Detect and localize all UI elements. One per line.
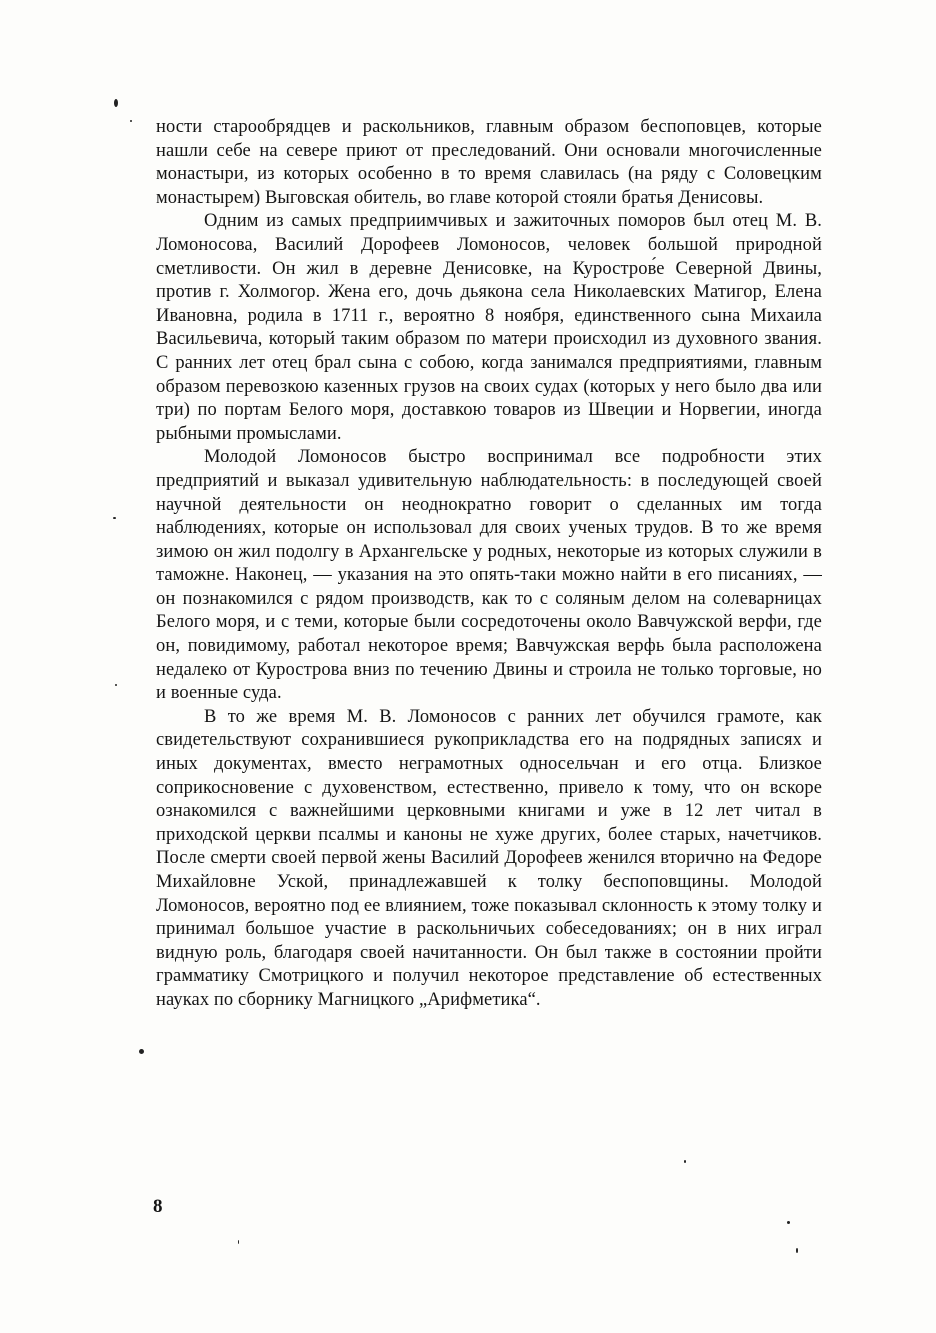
scan-speck (796, 1248, 798, 1253)
paragraph-2: Одним из самых предприимчивых и зажиточных поморов был отец М. В. Ломоносова, Василий Дорофеев Ломоносов, человек большой природной сметливости. Он жил в деревне Денисовке, на Куростров́е Северной Двины, против г. Холмогор. Жена его, дочь дьякона села Николаевских Матигор, Елена Ивановна, родила в 1711 г., вероятно 8 ноября, единственного сына Михаила Васильевича, который таким образом по матери происходил из духовного звания. С ранних лет отец брал сына с собою, когда занимался предприятиями, главным образом перевозкою казенных грузов на своих судах (которых у него было два или три) по портам Белого моря, доставкою товаров из Швеции и Норвегии, иногда рыбными промыслами. (156, 211, 822, 444)
paragraph-3: Молодой Ломоносов быстро воспринимал все подробности этих предприятий и выказал удивительную наблюдательность: в последующей своей научной деятельности он неоднократно говорит о сделанных им тогда наблюдениях, которые он использовал для своих ученых трудов. В то же время зимою он жил подолгу в Архангельске у родных, некоторые из которых служили в таможне. Наконец, — указания на это опять-таки можно найти в его писаниях, — он познакомился с рядом производств, как то с соляным делом на солеварницах Белого моря, и с теми, которые были сосредоточены около Вавчужской верфи, где он, повидимому, работал некоторое время; Вавчужская верфь была расположена недалеко от Курострова вниз по течению Двины и строила не только торговые, но и военные суда. (156, 447, 822, 704)
scan-speck (114, 99, 118, 107)
scan-speck (130, 120, 132, 122)
paragraph-1: ности старообрядцев и раскольников, главным образом беспоповцев, которые нашли себе на севере приют от преследований. Они основали многочисленные монастыри, из которых особенно в то время славилась (на ряду с Соловецким монастырем) Выговская обитель, во главе которой стояли братья Денисовы. (156, 117, 822, 208)
paragraph-4: В то же время М. В. Ломоносов с ранних лет обучился грамоте, как свидетельствуют сохранившиеся рукоприкладства его на подрядных записях и иных документах, вместо неграмотных односельчан и его отца. Близкое соприкосновение с духовенством, естественно, привело к тому, что он вскоре ознакомился с важнейшими церковными книгами и уже в 12 лет читал в приходской церкви псалмы и каноны не хуже других, более старых, начетчиков. После смерти своей первой жены Василий Дорофеев женился вторично на Федоре Михайловне Уской, принадлежавшей к толку беспоповщины. Молодой Ломоносов, вероятно под ее влиянием, тоже показывал склонность к этому толку и принимал большое участие в раскольничьих собеседованиях; он в них играл видную роль, благодаря своей начитанности. Он был также в состоянии пройти грамматику Смотрицкого и получил некоторое представление об естественных науках по сборнику Магницкого „Арифметика“. (156, 706, 822, 1010)
scan-speck (787, 1221, 790, 1224)
page-number: 8 (153, 1196, 163, 1217)
scan-speck (684, 1160, 686, 1163)
scan-speck (113, 517, 116, 519)
scan-speck (238, 1240, 239, 1244)
scan-speck (139, 1049, 144, 1054)
body-text (156, 116, 822, 1013)
scan-speck (115, 684, 117, 686)
